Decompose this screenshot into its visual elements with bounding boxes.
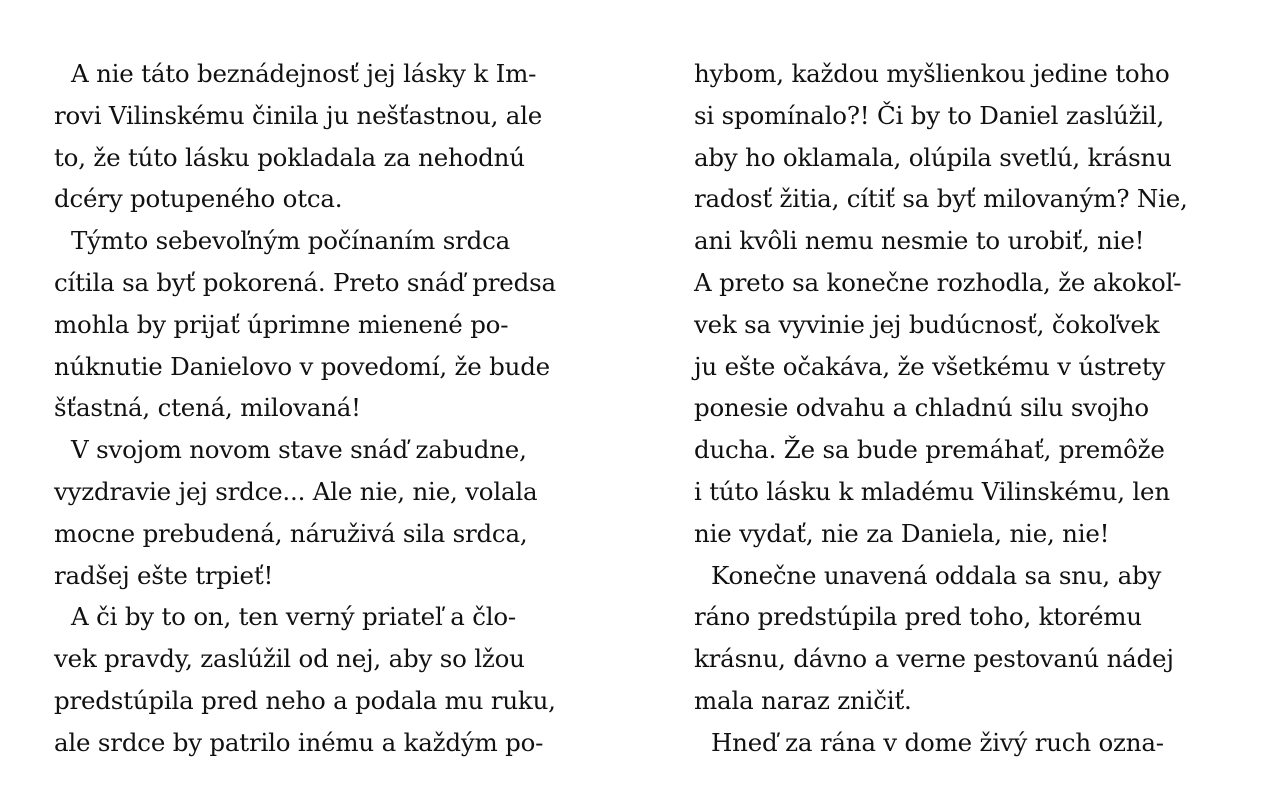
text-line: V svojom novom stave snáď zabudne, (71, 435, 527, 465)
text-line: predstúpila pred neho a podala mu ruku, (54, 685, 556, 715)
text-line: i túto lásku k mladému Vilinskému, len (694, 476, 1170, 506)
text-line: mala naraz zničiť. (694, 685, 912, 715)
text-line: ju ešte očakáva, že všetkému v ústrety (694, 351, 1166, 381)
text-line: Konečne unavená oddala sa snu, aby (711, 560, 1162, 590)
text-line: núknutie Danielovo v povedomí, že bude (54, 351, 550, 381)
text-line: mocne prebudená, náruživá sila srdca, (54, 518, 528, 548)
text-line: radšej ešte trpieť! (54, 560, 274, 590)
text-line: A či by to on, ten verný priateľ a člo- (71, 602, 516, 632)
text-line: cítila sa byť pokorená. Preto snáď predsa (54, 267, 556, 297)
text-line: vek sa vyvinie jej budúcnosť, čokoľvek (694, 309, 1160, 339)
text-line: Týmto sebevoľným počínaním srdca (71, 226, 511, 256)
text-line: ani kvôli nemu nesmie to urobiť, nie! (694, 226, 1145, 256)
text-line: vek pravdy, zaslúžil od nej, aby so lžou (54, 644, 525, 674)
text-line: ducha. Že sa bude premáhať, premôže (694, 435, 1165, 465)
text-line: radosť žitia, cítiť sa byť milovaným? Nie, (694, 184, 1188, 214)
text-line: vyzdravie jej srdce... Ale nie, nie, volala (54, 476, 538, 506)
text-line: rovi Vilinskému činila ju nešťastnou, ale (54, 100, 543, 130)
text-line: šťastná, ctená, milovaná! (54, 393, 361, 423)
text-line: dcéry potupeného otca. (54, 184, 343, 214)
text-line: Hneď za rána v dome živý ruch ozna- (711, 727, 1164, 757)
left-page-column (54, 53, 614, 764)
text-line: krásnu, dávno a verne pestovanú nádej (694, 644, 1174, 674)
text-line: ráno predstúpila pred toho, ktorému (694, 602, 1142, 632)
right-page-column (694, 53, 1254, 764)
text-line: hybom, každou myšlienkou jedine toho (694, 59, 1170, 88)
text-line: A nie táto beznádejnosť jej lásky k Im- (71, 59, 537, 88)
text-line: ale srdce by patrilo inému a každým po- (54, 727, 544, 757)
text-line: ponesie odvahu a chladnú silu svojho (694, 393, 1149, 423)
text-line: aby ho oklamala, olúpila svetlú, krásnu (694, 142, 1172, 172)
text-line: nie vydať, nie za Daniela, nie, nie! (694, 518, 1110, 548)
text-line: to, že túto lásku pokladala za nehodnú (54, 142, 525, 172)
text-line: A preto sa konečne rozhodla, že akokoľ- (694, 267, 1182, 297)
text-line: si spomínalo?! Či by to Daniel zaslúžil, (694, 100, 1165, 130)
text-line: mohla by prijať úprimne mienené po- (54, 309, 509, 339)
